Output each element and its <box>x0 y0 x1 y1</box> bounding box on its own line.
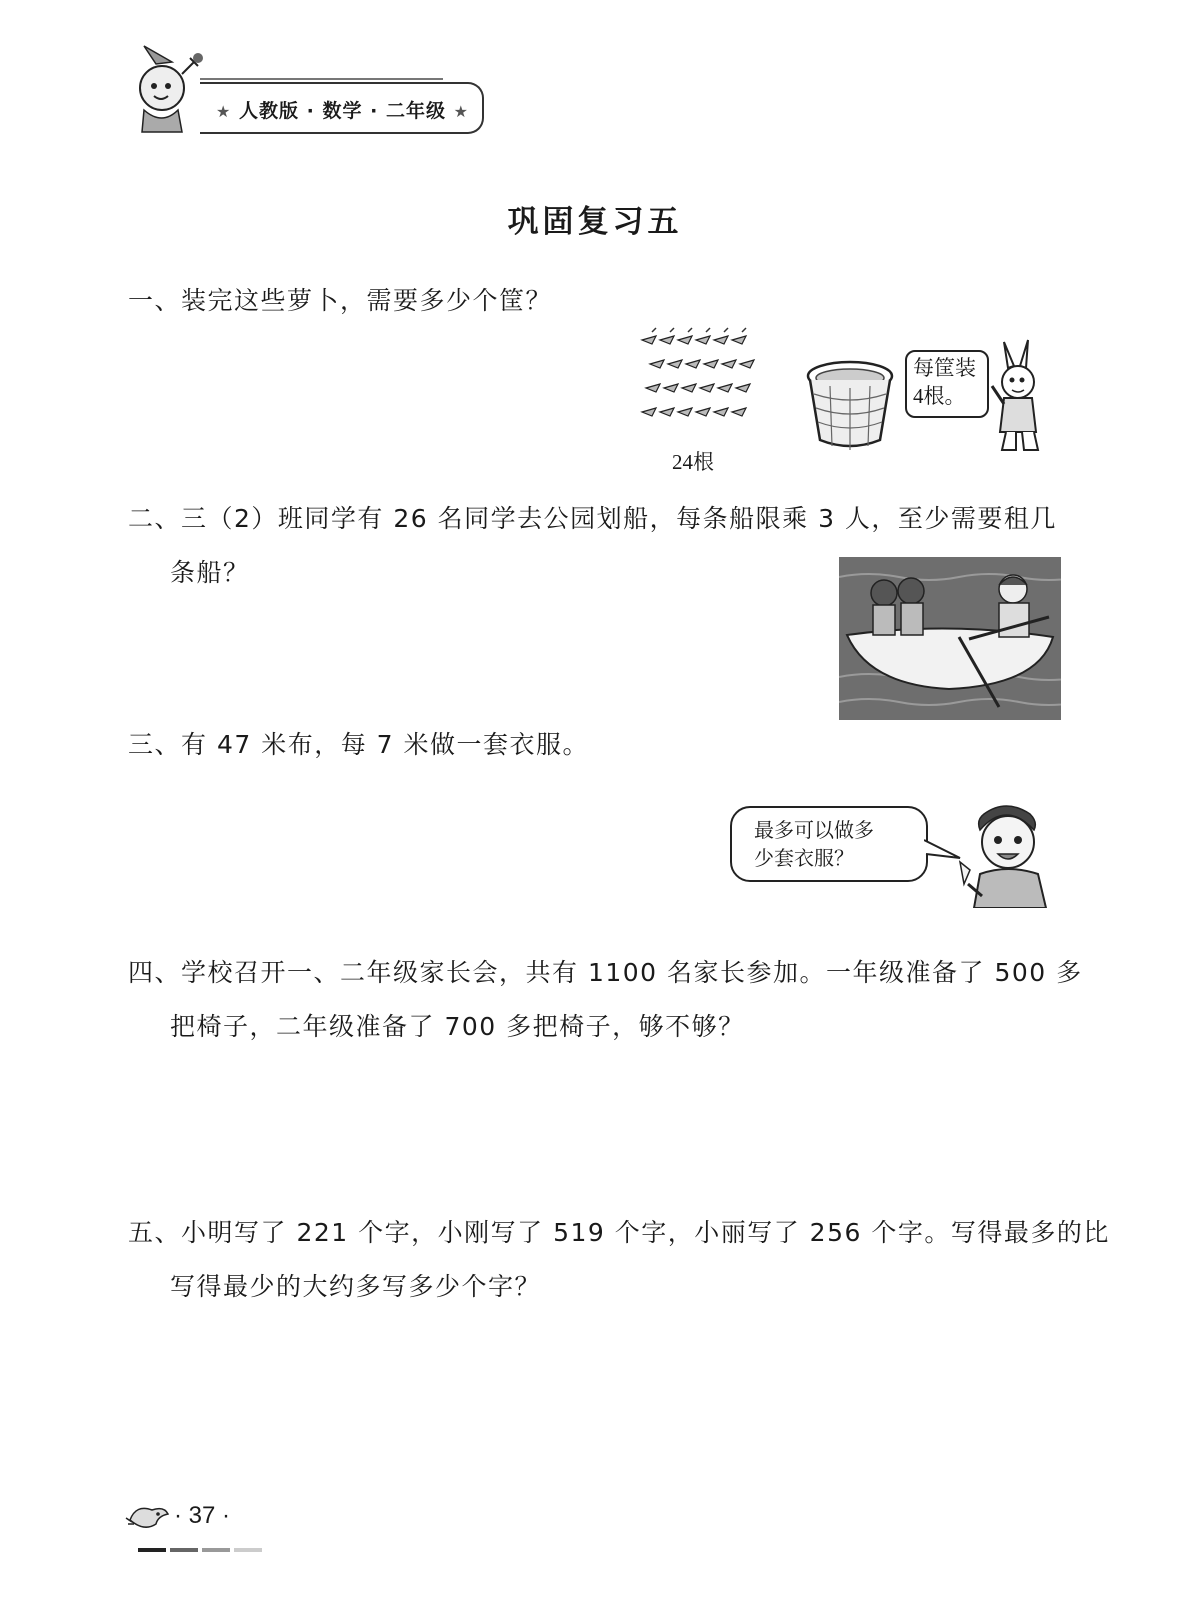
question-4 <box>128 946 1083 1054</box>
basket-illustration <box>804 358 896 454</box>
question-prefix: 三、 <box>128 730 182 759</box>
speech-line: 每筐装 <box>913 356 976 380</box>
question-prefix: 一、 <box>128 286 182 315</box>
question-text: 学校召开一、二年级家长会，共有 1100 名家长参加。一年级准备了 500 多 <box>181 958 1083 987</box>
question-prefix: 四、 <box>128 958 182 987</box>
rabbit-speech-bubble <box>905 350 989 418</box>
question-text: 有 47 米布，每 7 米做一套衣服。 <box>181 730 590 759</box>
question-text: 条船？ <box>170 558 250 587</box>
question-prefix: 二、 <box>128 504 182 533</box>
carrots-illustration <box>638 326 778 436</box>
speech-line: 最多可以做多 <box>754 818 874 842</box>
header-edition: 人教版 <box>238 100 299 122</box>
footer-decoration <box>138 1548 268 1554</box>
question-text: 三（2）班同学有 26 名同学去公园划船，每条船限乘 3 人，至少需要租几 <box>181 504 1057 533</box>
star-icon: ★ <box>453 102 469 121</box>
header-grade: 二年级 <box>385 100 446 122</box>
star-icon: ★ <box>216 102 232 121</box>
speech-line: 少套衣服？ <box>754 846 854 870</box>
bird-icon <box>124 1500 172 1534</box>
question-5 <box>128 1206 1110 1314</box>
rabbit-illustration <box>986 338 1056 454</box>
header-subject: 数学 <box>322 100 363 122</box>
question-text: 小明写了 221 个字，小刚写了 519 个字，小丽写了 256 个字。写得最多的比 <box>181 1218 1110 1247</box>
speech-line: 4根。 <box>913 384 966 408</box>
boy-speech-bubble <box>730 806 928 882</box>
mascot-logo-icon <box>126 44 208 136</box>
header-separator: · <box>370 100 379 122</box>
carrot-count-label: 24根 <box>672 450 714 474</box>
page-number: · 37 · <box>174 1502 231 1529</box>
header-series-label <box>216 96 469 123</box>
boy-illustration <box>956 800 1056 908</box>
question-text: 把椅子，二年级准备了 700 多把椅子，够不够？ <box>170 1012 745 1041</box>
question-3 <box>128 718 589 772</box>
rowing-boat-illustration <box>839 557 1061 720</box>
question-1 <box>128 274 552 328</box>
header-separator: · <box>306 100 315 122</box>
question-prefix: 五、 <box>128 1218 182 1247</box>
question-text: 写得最少的大约多写多少个字？ <box>170 1272 542 1301</box>
page-title: 巩固复习五 <box>507 204 683 240</box>
question-text: 装完这些萝卜，需要多少个筐？ <box>181 286 553 315</box>
